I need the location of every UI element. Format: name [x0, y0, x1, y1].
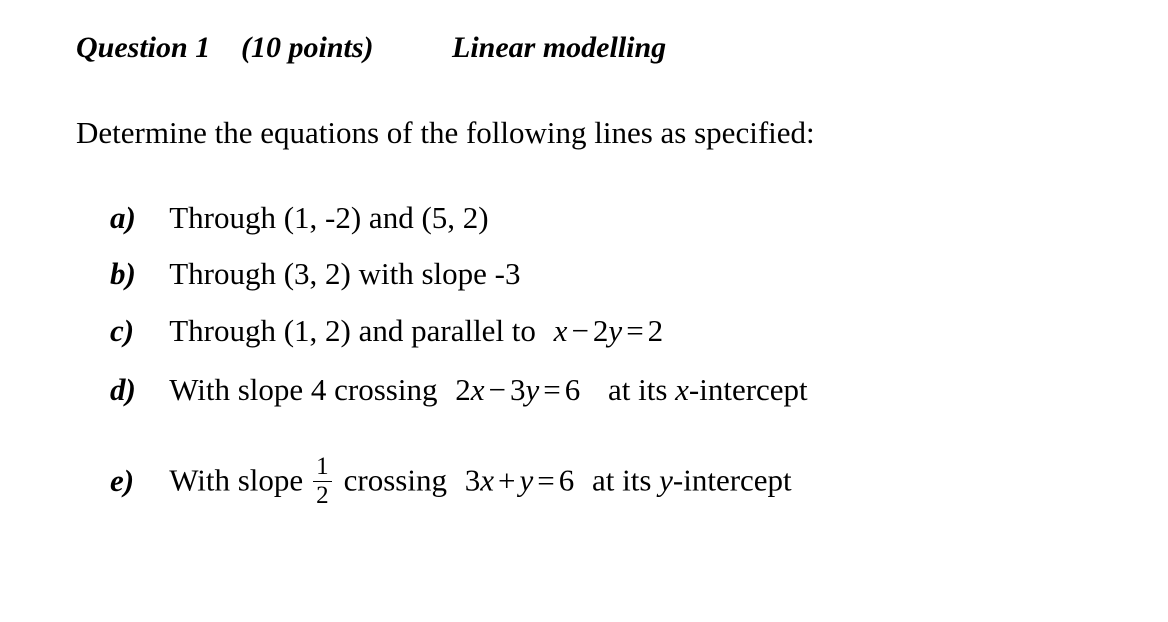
equation-coefficient: 2 — [592, 313, 609, 348]
item-letter: d) — [110, 372, 136, 407]
list-item — [110, 455, 792, 512]
equation-operator: − — [571, 313, 589, 348]
item-text: With slope 4 crossing — [169, 372, 438, 407]
equation-equals: = — [537, 462, 555, 498]
equation-operator: + — [497, 462, 516, 498]
item-suffix-variable: y — [659, 462, 673, 498]
item-suffix-variable: x — [675, 372, 689, 407]
item-letter: b) — [110, 256, 136, 291]
instruction-text: Determine the equations of the following lines as specified: — [76, 115, 815, 150]
item-text: Through (1, 2) and parallel to — [169, 313, 536, 348]
item-text: Through (1, -2) and (5, 2) — [169, 200, 489, 235]
item-suffix-prefix: at its — [607, 372, 668, 407]
list-item — [110, 255, 520, 293]
item-letter: c) — [110, 313, 135, 348]
equation-variable-y: y — [608, 313, 623, 348]
equation — [465, 463, 575, 498]
equation-constant: 2 — [647, 313, 664, 348]
list-item — [110, 312, 663, 350]
list-item — [110, 199, 489, 237]
equation-coefficient: 2 — [455, 372, 471, 407]
item-text: Through (3, 2) with slope -3 — [169, 256, 521, 291]
item-letter: e) — [110, 462, 135, 498]
slope-fraction — [313, 453, 332, 510]
equation-variable-x: x — [480, 462, 494, 498]
fraction-numerator: 1 — [313, 453, 332, 482]
equation — [554, 313, 664, 348]
equation-variable-x: x — [470, 372, 485, 407]
equation-coefficient: 3 — [464, 462, 481, 498]
equation-variable-y: y — [525, 372, 540, 407]
question-points: (10 points) — [241, 31, 374, 64]
equation-operator: − — [488, 372, 506, 407]
item-text-2: crossing — [343, 462, 447, 498]
fraction-denominator: 2 — [316, 482, 329, 509]
equation-coefficient: 3 — [509, 372, 526, 407]
equation-variable-x: x — [553, 313, 568, 348]
item-suffix-rest: -intercept — [688, 372, 808, 407]
item-letter: a) — [110, 200, 136, 235]
question-topic: Linear modelling — [452, 31, 667, 64]
list-item — [110, 371, 808, 409]
item-suffix-prefix: at its — [591, 462, 652, 498]
equation — [455, 372, 580, 407]
equation-equals: = — [543, 372, 561, 407]
equation-constant: 6 — [564, 372, 581, 407]
question-label: Question 1 — [76, 31, 211, 64]
equation-variable-y: y — [519, 462, 534, 498]
equation-constant: 6 — [558, 462, 575, 498]
equation-equals: = — [626, 313, 644, 348]
item-text: With slope — [169, 462, 304, 498]
item-suffix-rest: -intercept — [672, 462, 792, 498]
